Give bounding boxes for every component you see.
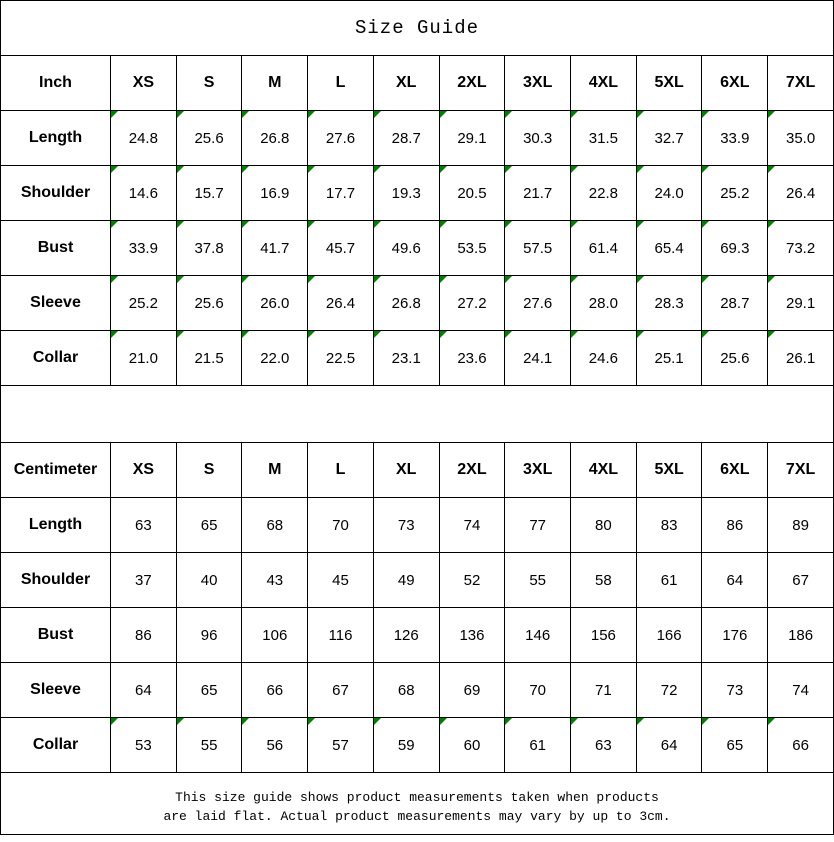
- measurement-value-cell: 23.6: [439, 331, 505, 386]
- measurement-value-cell: 17.7: [308, 166, 374, 221]
- measurement-row-label: Shoulder: [1, 166, 111, 221]
- measurement-value-cell: 58: [571, 553, 637, 608]
- measurement-value-cell: 55: [176, 718, 242, 773]
- measurement-value-cell: 24.6: [571, 331, 637, 386]
- measurement-value-cell: 70: [308, 498, 374, 553]
- measurement-value-cell: 53.5: [439, 221, 505, 276]
- measurement-value-cell: 22.8: [571, 166, 637, 221]
- measurement-value-cell: 26.4: [308, 276, 374, 331]
- measurement-value-cell: 186: [768, 608, 834, 663]
- measurement-value-cell: 25.2: [111, 276, 177, 331]
- inch_table-row-bust: [1, 221, 834, 276]
- measurement-value-cell: 24.1: [505, 331, 571, 386]
- measurement-value-cell: 21.5: [176, 331, 242, 386]
- measurement-value-cell: 19.3: [373, 166, 439, 221]
- unit-label-inch_table: Inch: [1, 56, 111, 111]
- measurement-value-cell: 57.5: [505, 221, 571, 276]
- unit-label-cm_table: Centimeter: [1, 443, 111, 498]
- measurement-value-cell: 166: [636, 608, 702, 663]
- title-row: [1, 1, 834, 56]
- size-column-header: XL: [373, 443, 439, 498]
- measurement-value-cell: 53: [111, 718, 177, 773]
- measurement-value-cell: 22.5: [308, 331, 374, 386]
- measurement-value-cell: 146: [505, 608, 571, 663]
- measurement-value-cell: 35.0: [768, 111, 834, 166]
- measurement-value-cell: 65: [702, 718, 768, 773]
- measurement-value-cell: 49: [373, 553, 439, 608]
- measurement-value-cell: 25.6: [176, 111, 242, 166]
- measurement-value-cell: 66: [242, 663, 308, 718]
- measurement-value-cell: 15.7: [176, 166, 242, 221]
- cm_table-row-bust: [1, 608, 834, 663]
- measurement-value-cell: 67: [308, 663, 374, 718]
- size-column-header: XS: [111, 56, 177, 111]
- measurement-value-cell: 37.8: [176, 221, 242, 276]
- size-column-header: 2XL: [439, 443, 505, 498]
- measurement-value-cell: 28.7: [702, 276, 768, 331]
- measurement-value-cell: 45: [308, 553, 374, 608]
- measurement-value-cell: 24.8: [111, 111, 177, 166]
- measurement-value-cell: 52: [439, 553, 505, 608]
- inch_table-row-sleeve: [1, 276, 834, 331]
- measurement-value-cell: 37: [111, 553, 177, 608]
- measurement-value-cell: 126: [373, 608, 439, 663]
- measurement-value-cell: 86: [111, 608, 177, 663]
- measurement-value-cell: 23.1: [373, 331, 439, 386]
- size-column-header: 7XL: [768, 56, 834, 111]
- measurement-value-cell: 61: [505, 718, 571, 773]
- measurement-value-cell: 61.4: [571, 221, 637, 276]
- measurement-value-cell: 27.2: [439, 276, 505, 331]
- size-column-header: L: [308, 443, 374, 498]
- cm_table-row-length: [1, 498, 834, 553]
- measurement-value-cell: 64: [636, 718, 702, 773]
- measurement-value-cell: 43: [242, 553, 308, 608]
- size-column-header: 6XL: [702, 443, 768, 498]
- measurement-row-label: Sleeve: [1, 276, 111, 331]
- measurement-value-cell: 65.4: [636, 221, 702, 276]
- size-column-header: 5XL: [636, 443, 702, 498]
- measurement-value-cell: 70: [505, 663, 571, 718]
- size-column-header: XS: [111, 443, 177, 498]
- measurement-value-cell: 56: [242, 718, 308, 773]
- inch_table-row-length: [1, 111, 834, 166]
- measurement-value-cell: 80: [571, 498, 637, 553]
- size-column-header: 6XL: [702, 56, 768, 111]
- size-column-header: L: [308, 56, 374, 111]
- size-column-header: M: [242, 56, 308, 111]
- measurement-value-cell: 96: [176, 608, 242, 663]
- measurement-value-cell: 30.3: [505, 111, 571, 166]
- size-column-header: 5XL: [636, 56, 702, 111]
- inch_table-header-row: [1, 56, 834, 111]
- footer-note-line2: are laid flat. Actual product measurements may vary by up to 3cm.: [163, 808, 671, 824]
- measurement-value-cell: 28.3: [636, 276, 702, 331]
- cm_table-row-sleeve: [1, 663, 834, 718]
- measurement-value-cell: 41.7: [242, 221, 308, 276]
- measurement-value-cell: 33.9: [702, 111, 768, 166]
- measurement-value-cell: 74: [768, 663, 834, 718]
- measurement-row-label: Collar: [1, 718, 111, 773]
- measurement-value-cell: 69.3: [702, 221, 768, 276]
- measurement-row-label: Length: [1, 498, 111, 553]
- measurement-value-cell: 25.1: [636, 331, 702, 386]
- measurement-value-cell: 28.7: [373, 111, 439, 166]
- measurement-value-cell: 33.9: [111, 221, 177, 276]
- measurement-value-cell: 22.0: [242, 331, 308, 386]
- measurement-value-cell: 61: [636, 553, 702, 608]
- measurement-value-cell: 65: [176, 663, 242, 718]
- size-guide-table-body: [1, 1, 834, 835]
- measurement-value-cell: 45.7: [308, 221, 374, 276]
- measurement-value-cell: 73: [373, 498, 439, 553]
- measurement-value-cell: 64: [702, 553, 768, 608]
- measurement-value-cell: 29.1: [768, 276, 834, 331]
- measurement-value-cell: 116: [308, 608, 374, 663]
- measurement-value-cell: 59: [373, 718, 439, 773]
- measurement-value-cell: 31.5: [571, 111, 637, 166]
- size-guide-title: Size Guide: [1, 1, 834, 56]
- measurement-value-cell: 74: [439, 498, 505, 553]
- measurement-value-cell: 26.8: [373, 276, 439, 331]
- measurement-value-cell: 63: [571, 718, 637, 773]
- measurement-value-cell: 57: [308, 718, 374, 773]
- measurement-value-cell: 73: [702, 663, 768, 718]
- measurement-value-cell: 55: [505, 553, 571, 608]
- measurement-row-label: Bust: [1, 221, 111, 276]
- measurement-value-cell: 25.6: [702, 331, 768, 386]
- footer-row: [1, 773, 834, 835]
- inch_table-row-shoulder: [1, 166, 834, 221]
- measurement-value-cell: 27.6: [505, 276, 571, 331]
- measurement-value-cell: 28.0: [571, 276, 637, 331]
- measurement-value-cell: 26.1: [768, 331, 834, 386]
- measurement-value-cell: 24.0: [636, 166, 702, 221]
- size-column-header: XL: [373, 56, 439, 111]
- size-column-header: 3XL: [505, 443, 571, 498]
- size-column-header: S: [176, 56, 242, 111]
- measurement-value-cell: 71: [571, 663, 637, 718]
- measurement-value-cell: 49.6: [373, 221, 439, 276]
- measurement-value-cell: 26.0: [242, 276, 308, 331]
- spacer-row: [1, 386, 834, 443]
- size-column-header: 2XL: [439, 56, 505, 111]
- cm_table-row-shoulder: [1, 553, 834, 608]
- measurement-value-cell: 156: [571, 608, 637, 663]
- footer-note: [1, 773, 834, 835]
- measurement-value-cell: 63: [111, 498, 177, 553]
- measurement-value-cell: 21.7: [505, 166, 571, 221]
- measurement-value-cell: 73.2: [768, 221, 834, 276]
- measurement-value-cell: 21.0: [111, 331, 177, 386]
- measurement-row-label: Bust: [1, 608, 111, 663]
- measurement-value-cell: 69: [439, 663, 505, 718]
- measurement-row-label: Sleeve: [1, 663, 111, 718]
- measurement-value-cell: 83: [636, 498, 702, 553]
- measurement-value-cell: 136: [439, 608, 505, 663]
- measurement-value-cell: 29.1: [439, 111, 505, 166]
- cm_table-header-row: [1, 443, 834, 498]
- measurement-value-cell: 72: [636, 663, 702, 718]
- size-column-header: 4XL: [571, 56, 637, 111]
- measurement-value-cell: 16.9: [242, 166, 308, 221]
- size-column-header: 3XL: [505, 56, 571, 111]
- measurement-value-cell: 68: [242, 498, 308, 553]
- measurement-value-cell: 25.2: [702, 166, 768, 221]
- measurement-value-cell: 25.6: [176, 276, 242, 331]
- measurement-value-cell: 89: [768, 498, 834, 553]
- inch_table-row-collar: [1, 331, 834, 386]
- measurement-value-cell: 67: [768, 553, 834, 608]
- measurement-value-cell: 40: [176, 553, 242, 608]
- measurement-row-label: Length: [1, 111, 111, 166]
- measurement-value-cell: 20.5: [439, 166, 505, 221]
- measurement-value-cell: 106: [242, 608, 308, 663]
- measurement-value-cell: 32.7: [636, 111, 702, 166]
- size-column-header: 4XL: [571, 443, 637, 498]
- spacer-cell: [1, 386, 834, 443]
- measurement-value-cell: 14.6: [111, 166, 177, 221]
- measurement-value-cell: 86: [702, 498, 768, 553]
- measurement-value-cell: 26.8: [242, 111, 308, 166]
- measurement-value-cell: 60: [439, 718, 505, 773]
- measurement-value-cell: 176: [702, 608, 768, 663]
- size-column-header: S: [176, 443, 242, 498]
- measurement-value-cell: 26.4: [768, 166, 834, 221]
- cm_table-row-collar: [1, 718, 834, 773]
- measurement-value-cell: 64: [111, 663, 177, 718]
- measurement-row-label: Shoulder: [1, 553, 111, 608]
- measurement-value-cell: 77: [505, 498, 571, 553]
- measurement-value-cell: 27.6: [308, 111, 374, 166]
- footer-note-line1: This size guide shows product measurements taken when products: [175, 789, 659, 805]
- measurement-value-cell: 65: [176, 498, 242, 553]
- size-column-header: 7XL: [768, 443, 834, 498]
- size-column-header: M: [242, 443, 308, 498]
- measurement-row-label: Collar: [1, 331, 111, 386]
- measurement-value-cell: 66: [768, 718, 834, 773]
- measurement-value-cell: 68: [373, 663, 439, 718]
